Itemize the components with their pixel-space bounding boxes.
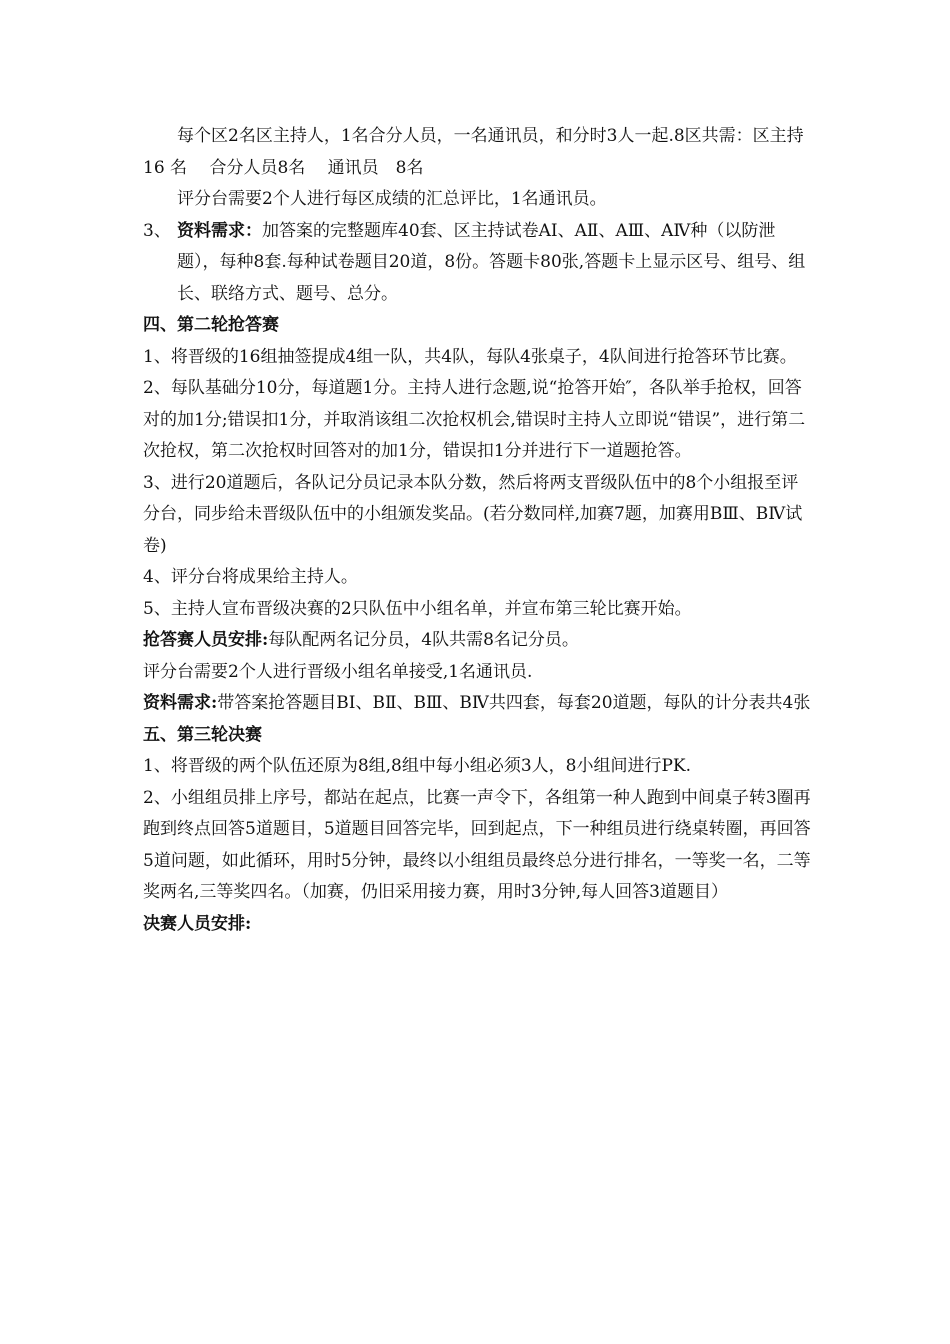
round-two-staff-label: 抢答赛人员安排: — [143, 630, 269, 650]
paragraph-round-two-item-2: 2、每队基础分10分，每道题1分。主持人进行念题,说“抢答开始″，各队举手抢权，回答对的加1分;错误扣1分，并取消该组二次抢权机会,错误时主持人立即说“错误”，进行第二次抢权，第二次抢权时回答对的加1分，错误扣1分并进行下一道题抢答。 — [143, 378, 806, 461]
materials-text: 加答案的完整题库40套、区主持试卷AⅠ、AⅡ、AⅢ、AⅣ种（以防泄题），每种8套.每种试卷题目20道，8份。答题卡80张,答题卡上显示区号、组号、组长、联络方式、题号、总分。 — [177, 220, 806, 304]
list-item-body — [177, 216, 813, 311]
round-two-materials-text: 带答案抢答题目BⅠ、BⅡ、BⅢ、BⅣ共四套，每套20道题，每队的计分表共4张 — [217, 693, 811, 713]
paragraph-round-two-item-1: 1、将晋级的16组抽签提成4组一队，共4队，每队4张桌子，4队间进行抢答环节比赛。 — [143, 346, 797, 367]
paragraph-district-staff: 每个区2名区主持人，1名合分人员，一名通讯员，和分时3人一起.8区共需：区主持 16 名 合分人员8名 通讯员 8名 — [143, 126, 804, 178]
materials-label: 资料需求： — [177, 220, 262, 241]
paragraph-round-two-item-4: 4、评分台将成果给主持人。 — [143, 567, 358, 587]
paragraph-round-two-staff — [143, 625, 813, 657]
paragraph-round-two-scoring-desk: 评分台需要2个人进行晋级小组名单接受,1名通讯员. — [143, 661, 533, 682]
round-two-staff-text: 每队配两名记分员，4队共需8名记分员。 — [268, 630, 579, 650]
paragraph-round-two-item-3: 3、进行20道题后，各队记分员记录本队分数，然后将两支晋级队伍中的8个小组报至评分台，同步给未晋级队伍中的小组颁发奖品。(若分数同样,加赛7题，加赛用BⅢ、BⅣ试卷) — [143, 472, 803, 556]
section-heading-round-two: 四、第二轮抢答赛 — [143, 315, 279, 335]
paragraph-final-item-2: 2、小组组员排上序号，都站在起点，比赛一声令下，各组第一种人跑到中间桌子转3圈再跑到终点回答5道题目，5道题目回答完毕，回到起点，下一种组员进行绕桌转圈，再回答5道问题，如此循环，用时5分钟，最终以小组组员最终总分进行排名，一等奖一名，二等奖两名,三等奖四名。（加赛，仍旧采用接力赛，用时3分钟,每人回答3道题目） — [143, 787, 811, 902]
paragraph-scoring-desk: 评分台需要2个人进行每区成绩的汇总评比，1名通讯员。 — [177, 189, 607, 209]
list-item-number: 3、 — [143, 220, 171, 241]
round-two-materials-label: 资料需求: — [143, 693, 218, 713]
document-body — [143, 121, 813, 940]
section-heading-final-round: 五、第三轮决赛 — [143, 724, 262, 745]
paragraph-round-two-item-5: 5、主持人宣布晋级决赛的2只队伍中小组名单，并宣布第三轮比赛开始。 — [143, 598, 692, 619]
final-staff-heading: 决赛人员安排: — [143, 913, 252, 934]
paragraph-round-two-materials — [143, 688, 813, 720]
list-item-materials — [143, 216, 813, 311]
paragraph-final-item-1: 1、将晋级的两个队伍还原为8组,8组中每小组必须3人，8小组间进行PK. — [143, 756, 692, 776]
